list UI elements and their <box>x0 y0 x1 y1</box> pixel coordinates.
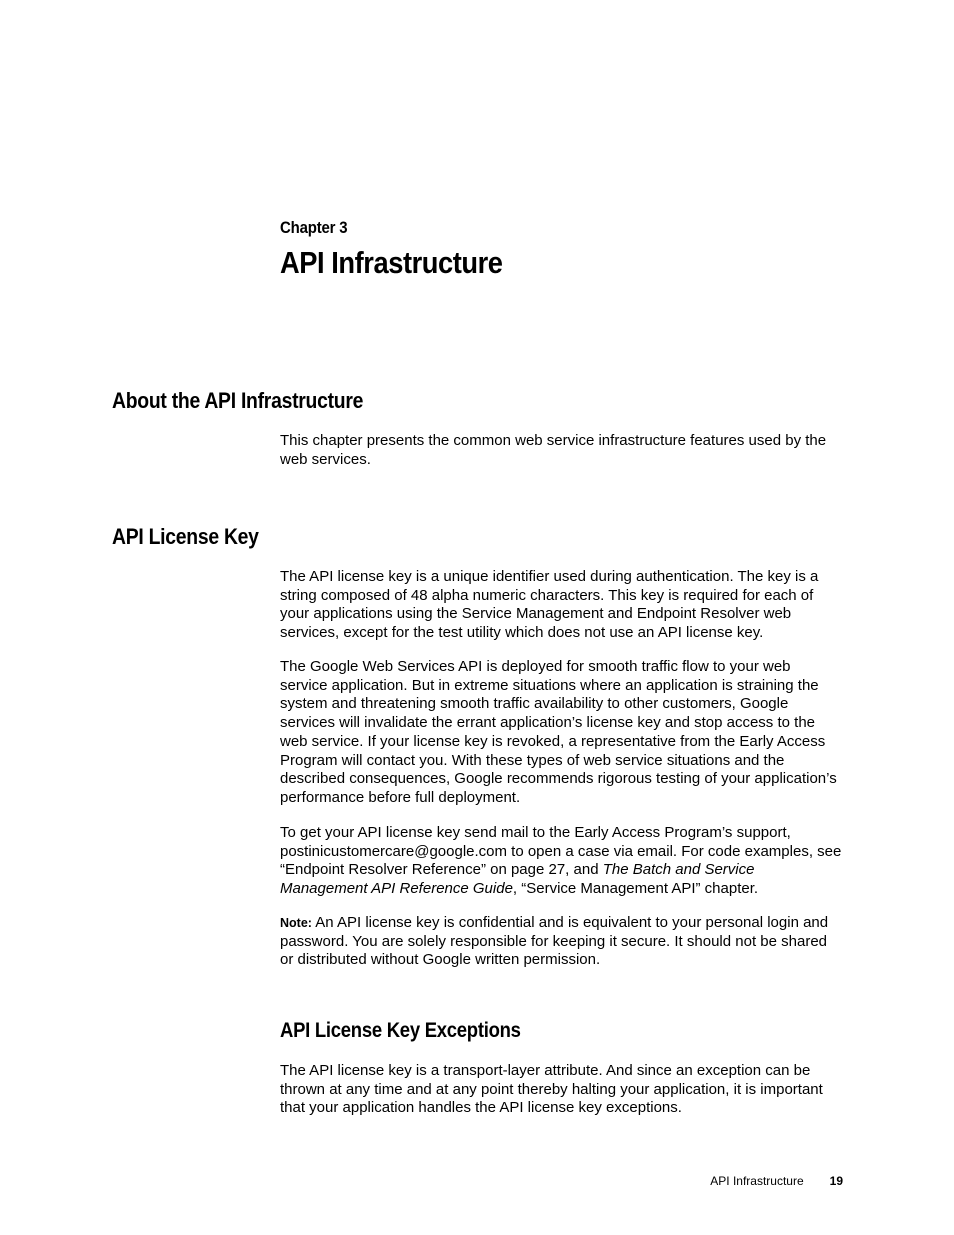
license-key-paragraph-2: The Google Web Services API is deployed for smooth traffic flow to your web service application. But in extreme situations where an application is straining the system and threatening smooth traffic availability to other customers, Google services will invalidate the errant application’s license key and stop access to the web service. If your license key is revoked, a representative from the Early Access Program will contact you. With these types of web service situations and the described consequences, Google recommends rigorous testing of your application’s performance before full deployment. <box>280 658 837 806</box>
guide-title: The Batch and Service Management API Reference Guide <box>280 861 755 898</box>
paragraph-3-text-a: To get your API license key send mail to the Early Access Program’s support, postinicustomercare@google.com to open a case via email. For code examples, see “Endpoint Resolver Reference” on page 27, and <box>280 824 842 879</box>
paragraph-3-text-b: , “Service Management API” chapter. <box>512 880 759 898</box>
note-text: An API license key is confidential and is equivalent to your personal login and password. You are solely responsible for keeping it secure. It should not be shared or distributed without Google written permission. <box>280 914 829 969</box>
section-heading-about: About the API Infrastructure <box>112 388 364 413</box>
page-footer <box>710 1174 843 1188</box>
chapter-label: Chapter 3 <box>280 218 348 237</box>
running-title: API Infrastructure <box>710 1174 804 1188</box>
note-label: Note: <box>280 916 312 930</box>
license-key-paragraph-1: The API license key is a unique identifier used during authentication. The key is a string composed of 48 alpha numeric characters. This key is required for each of your applications using the Service Management and Endpoint Resolver web services, except for the test utility which does not use an API license key. <box>280 568 819 642</box>
note-paragraph <box>280 914 842 970</box>
about-paragraph: This chapter presents the common web service infrastructure features used by the web services. <box>280 432 827 468</box>
chapter-title: API Infrastructure <box>280 245 503 280</box>
subsection-heading-exceptions: API License Key Exceptions <box>280 1019 521 1042</box>
exceptions-paragraph: The API license key is a transport-layer attribute. And since an exception can be thrown at any time and at any point thereby halting your application, it is important that your application handles the API license key exceptions. <box>280 1062 823 1117</box>
section-heading-license-key: API License Key <box>112 524 259 549</box>
page-number: 19 <box>829 1174 843 1188</box>
license-key-paragraph-3 <box>280 824 842 899</box>
